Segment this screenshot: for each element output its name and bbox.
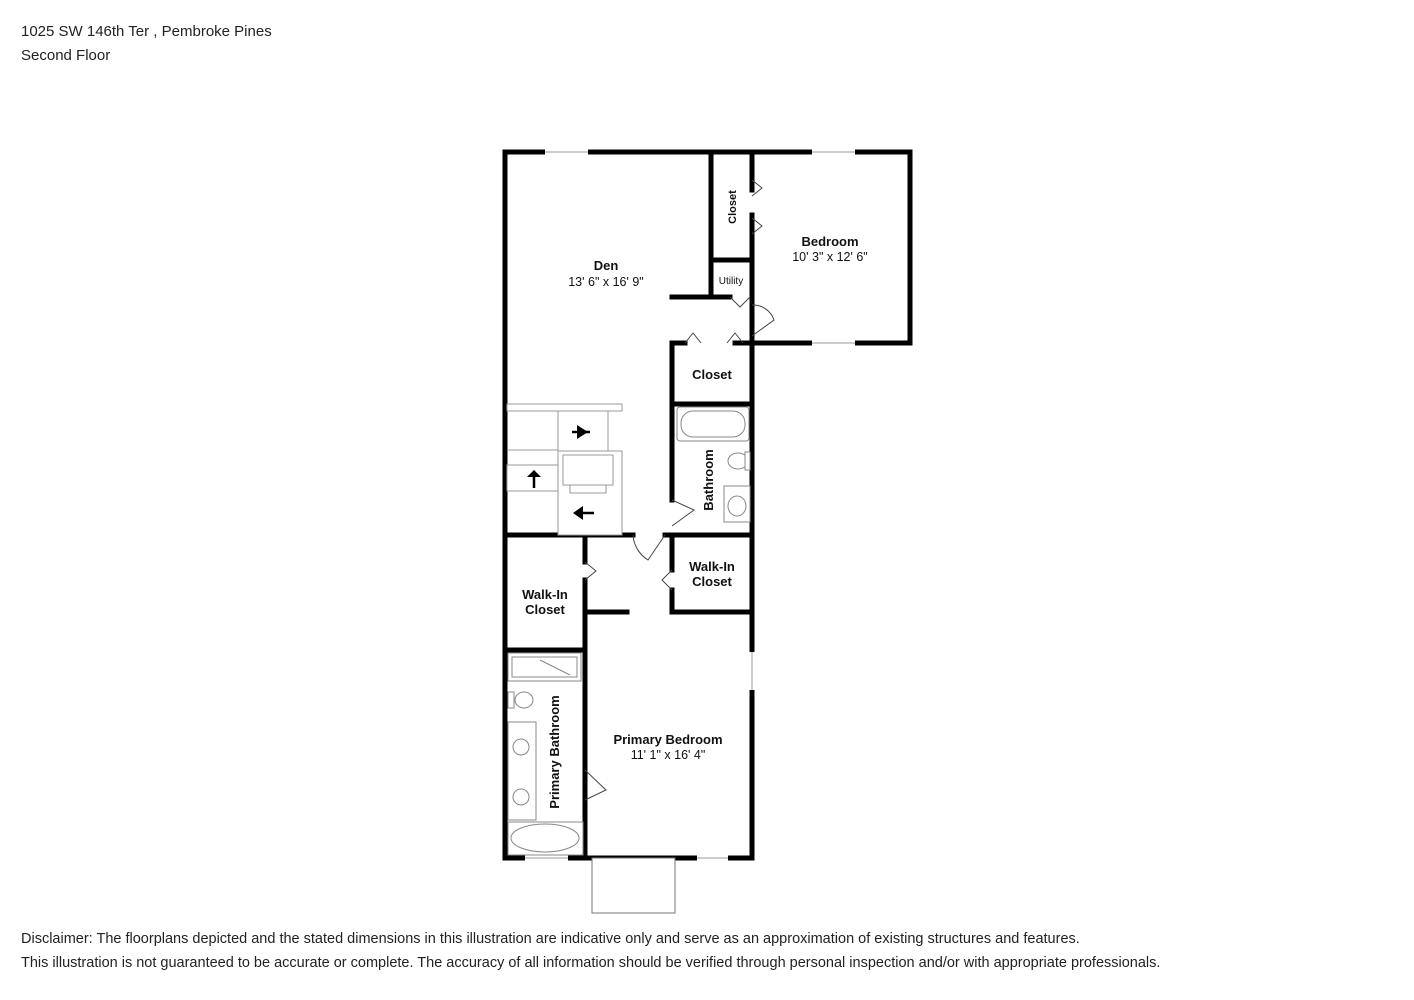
primary-bathroom-fixtures [508, 653, 583, 855]
walkin-right-label-1: Walk-In [689, 559, 735, 574]
den-dims: 13' 6" x 16' 9" [568, 275, 644, 289]
primary-bathroom-label: Primary Bathroom [547, 695, 562, 809]
den-label: Den [593, 258, 619, 273]
staircase [507, 404, 622, 535]
disclaimer [21, 927, 1160, 975]
entry-step [592, 858, 675, 913]
closet-mid-label: Closet [692, 367, 732, 382]
primary-bedroom-dims: 11' 1" x 16' 4" [630, 748, 706, 762]
bathroom-label: Bathroom [701, 449, 716, 511]
bedroom-label: Bedroom [801, 234, 859, 249]
walkin-right-label-2: Closet [692, 574, 732, 589]
bedroom-dims: 10' 3" x 12' 6" [792, 250, 868, 264]
utility-label: Utility [718, 276, 744, 287]
disclaimer-line-1: Disclaimer: The floorplans depicted and the stated dimensions in this illustration are indicative only and serve as an approximation of existing structures and features. [21, 931, 1080, 947]
disclaimer-line-2: This illustration is not guaranteed to be accurate or complete. The accuracy of all information should be verified through personal inspection and/or with appropriate professionals. [21, 955, 1161, 971]
floor-label: Second Floor [21, 47, 111, 64]
walkin-left-label-2: Closet [525, 602, 565, 617]
primary-bedroom-label: Primary Bedroom [613, 732, 723, 747]
address-title: 1025 SW 146th Ter , Pembroke Pines [21, 23, 272, 40]
walkin-left-label-1: Walk-In [522, 587, 568, 602]
closet-top-label: Closet [727, 190, 739, 224]
